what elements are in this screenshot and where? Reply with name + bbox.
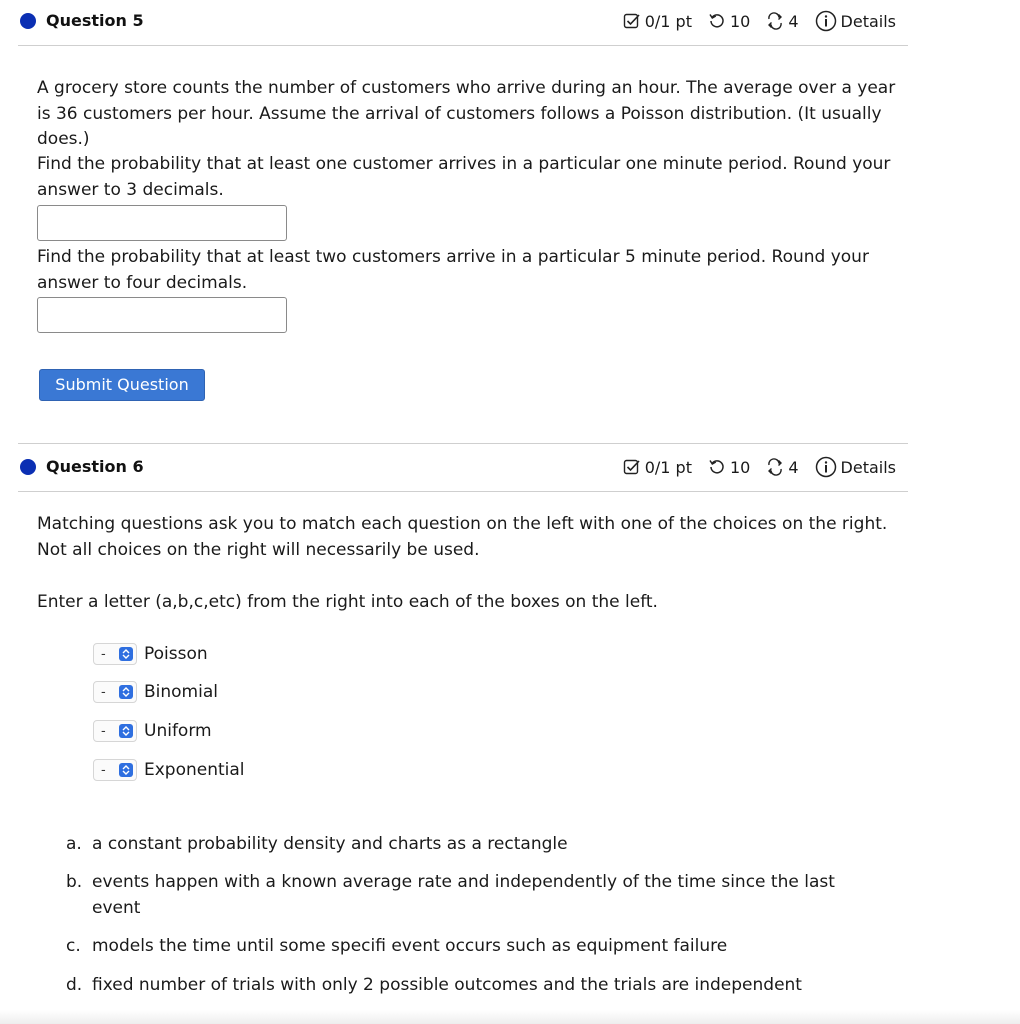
attempts-text: 10 xyxy=(729,11,751,31)
choice-letter: c. xyxy=(66,936,81,956)
details-link[interactable]: Details xyxy=(840,457,896,477)
question-5-prompt-2: Find the probability that at least two customers arrive in a particular 5 minute period. Round your answer to four decimals. xyxy=(37,247,869,293)
score-check-icon xyxy=(623,458,641,476)
question-meta xyxy=(623,10,896,32)
match-row-exponential xyxy=(93,758,245,782)
answer-input-2[interactable] xyxy=(37,297,287,333)
question-6-header xyxy=(18,446,908,492)
question-title: Question 6 xyxy=(46,457,144,476)
versions-text: 4 xyxy=(788,457,799,477)
score-check-icon xyxy=(623,12,641,30)
info-icon[interactable] xyxy=(815,456,837,478)
match-label: Poisson xyxy=(144,644,208,664)
status-dot-icon xyxy=(20,459,36,475)
match-select[interactable]: - xyxy=(93,720,137,742)
attempts-text: 10 xyxy=(729,457,751,477)
question-6-instruction: Enter a letter (a,b,c,etc) from the right into each of the boxes on the left. xyxy=(37,592,658,612)
question-5-header xyxy=(18,0,908,46)
info-icon[interactable] xyxy=(815,10,837,32)
versions-swap-icon xyxy=(766,458,784,476)
match-select[interactable]: - xyxy=(93,681,137,703)
choice-letter: a. xyxy=(66,834,82,854)
score-text: 0/1 pt xyxy=(644,11,692,31)
details-link[interactable]: Details xyxy=(840,11,896,31)
match-select[interactable]: - xyxy=(93,759,137,781)
select-arrow-icon xyxy=(119,724,133,738)
attempts-retry-icon xyxy=(708,458,726,476)
score-text: 0/1 pt xyxy=(644,457,692,477)
question-6-intro: Matching questions ask you to match each question on the left with one of the choices on the right. Not all choices on the right will necessarily be used. xyxy=(37,514,888,560)
select-arrow-icon xyxy=(119,685,133,699)
attempts-retry-icon xyxy=(708,12,726,30)
versions-swap-icon xyxy=(766,12,784,30)
match-label: Binomial xyxy=(144,682,218,702)
match-label: Exponential xyxy=(144,760,245,780)
match-row-poisson xyxy=(93,642,208,666)
answer-input-1[interactable] xyxy=(37,205,287,241)
match-row-uniform xyxy=(93,719,212,743)
versions-text: 4 xyxy=(788,11,799,31)
match-select[interactable]: - xyxy=(93,643,137,665)
select-arrow-icon xyxy=(119,763,133,777)
choice-text: events happen with a known average rate and independently of the time since the last event xyxy=(92,872,835,918)
choice-text: a constant probability density and charts as a rectangle xyxy=(92,834,568,854)
question-5-paragraph: A grocery store counts the number of customers who arrive during an hour. The average over a year is 36 customers per hour. Assume the arrival of customers follows a Poisson distribution. (It usually does.) xyxy=(37,78,896,149)
bottom-edge xyxy=(0,1010,1020,1024)
divider xyxy=(18,443,908,444)
select-arrow-icon xyxy=(119,647,133,661)
match-row-binomial xyxy=(93,680,218,704)
choice-letter: d. xyxy=(66,975,83,995)
question-5-prompt-1: Find the probability that at least one customer arrives in a particular one minute period. Round your answer to 3 decimals. xyxy=(37,154,891,200)
question-title: Question 5 xyxy=(46,11,144,30)
choice-text: fixed number of trials with only 2 possible outcomes and the trials are independent xyxy=(92,975,802,995)
status-dot-icon xyxy=(20,13,36,29)
submit-question-button[interactable]: Submit Question xyxy=(39,369,205,401)
question-meta xyxy=(623,456,896,478)
match-label: Uniform xyxy=(144,721,212,741)
choice-text: models the time until some specifi event occurs such as equipment failure xyxy=(92,936,728,956)
choice-letter: b. xyxy=(66,872,83,892)
